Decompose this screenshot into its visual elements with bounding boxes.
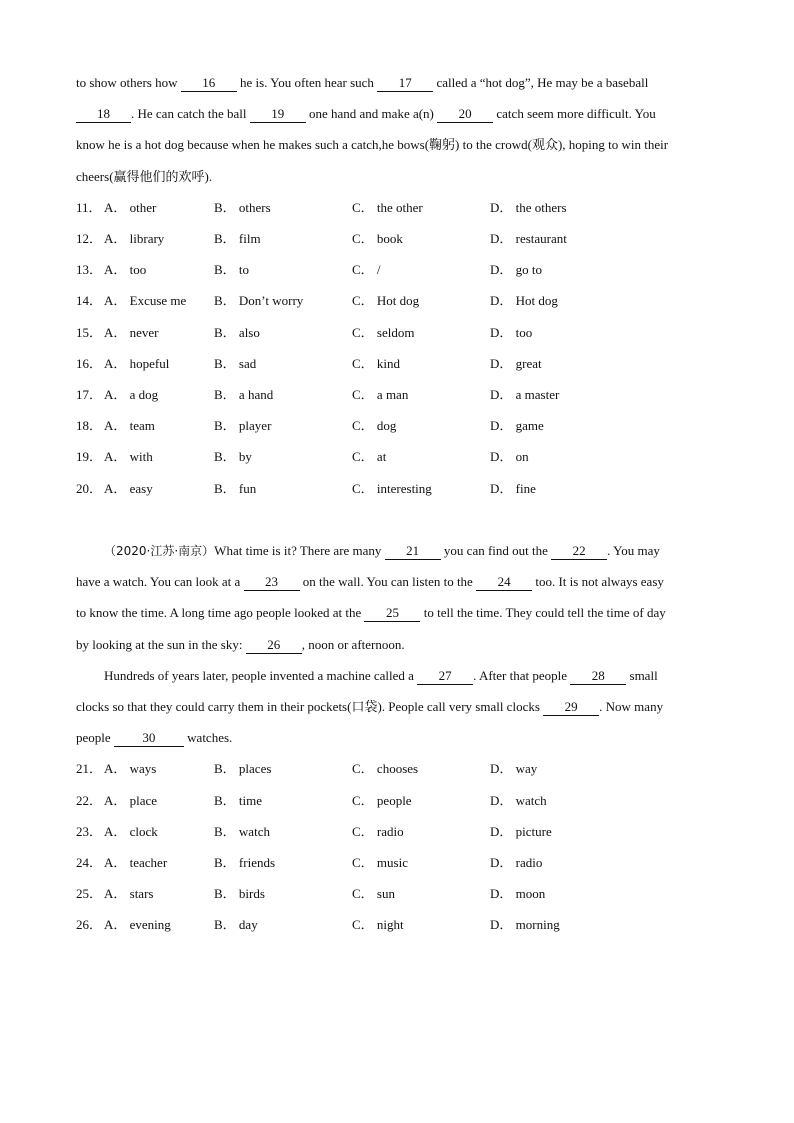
option-b[interactable]: B． places [214,761,272,777]
blank-27[interactable]: 27 [417,669,473,685]
option-c[interactable]: C． / [352,262,381,278]
option-d[interactable]: D． a master [490,387,560,402]
question-row-22 [76,785,721,816]
option-d[interactable]: D． way [490,761,538,777]
option-a[interactable]: A． with [104,449,153,465]
blank-16[interactable]: 16 [181,76,237,92]
option-c[interactable]: C． sun [352,886,395,902]
option-a[interactable]: A． easy [104,480,153,496]
question-row-24 [76,847,721,878]
option-d[interactable]: D． go to [490,262,543,278]
option-d[interactable]: D． picture [490,823,552,839]
question-row-12 [76,223,721,254]
option-d[interactable]: D． too [490,324,533,340]
passage-line: Hundreds of years later, people invented a machine called a 27 . After that people 28 small [104,667,658,683]
option-a[interactable]: A． ways [104,761,157,777]
option-a[interactable]: A． evening [104,917,171,933]
option-c[interactable]: C． radio [352,823,404,839]
blank-17[interactable]: 17 [377,76,433,92]
question-row-21 [76,753,721,784]
option-b[interactable]: B． time [214,792,263,808]
option-b[interactable]: B． birds [214,886,265,902]
question-row-17 [76,379,721,410]
question-row-14 [76,285,721,316]
option-b[interactable]: B． sad [214,355,257,371]
option-d[interactable]: D． fine [490,480,536,496]
option-b[interactable]: B． player [214,418,272,434]
option-b[interactable]: B． watch [214,823,270,839]
blank-23[interactable]: 23 [244,575,300,591]
option-b[interactable]: B． also [214,324,260,340]
option-a[interactable]: A． Excuse me [104,293,187,309]
option-a[interactable]: A． never [104,324,159,340]
passage-line: to show others how 16 he is. You often hear such 17 called a “hot dog”, He may be a baseball [76,75,649,90]
question-number: 14． [76,293,103,309]
blank-19[interactable]: 19 [250,107,306,123]
option-c[interactable]: C． at [352,449,387,465]
passage-line: by looking at the sun in the sky: 26 , noon or afternoon. [76,636,405,652]
blank-25[interactable]: 25 [364,606,420,622]
option-b[interactable]: B． film [214,231,261,246]
question-number: 19． [76,449,103,465]
blank-20[interactable]: 20 [437,107,493,123]
option-c[interactable]: C． music [352,855,408,870]
blank-26[interactable]: 26 [246,638,302,654]
option-d[interactable]: D． restaurant [490,231,567,246]
option-c[interactable]: C． book [352,231,403,246]
option-a[interactable]: A． too [104,262,147,278]
blank-18[interactable]: 18 [76,107,131,123]
question-number: 18． [76,418,103,434]
blank-22[interactable]: 22 [551,544,607,560]
option-b[interactable]: B． to [214,262,250,278]
option-d[interactable]: D． radio [490,855,543,870]
question-row-11 [76,192,721,223]
option-c[interactable]: C． kind [352,355,401,371]
option-b[interactable]: B． a hand [214,387,274,402]
option-c[interactable]: C． seldom [352,324,415,340]
question-number: 26． [76,917,103,933]
option-a[interactable]: A． a dog [104,387,159,402]
option-a[interactable]: A． place [104,792,158,808]
option-d[interactable]: D． game [490,418,544,434]
option-b[interactable]: B． fun [214,480,257,496]
option-c[interactable]: C． the other [352,199,423,215]
option-c[interactable]: C． people [352,792,412,808]
question-number: 12． [76,231,103,246]
option-d[interactable]: D． moon [490,886,546,902]
option-b[interactable]: B． Don’t worry [214,293,304,309]
option-d[interactable]: D． great [490,355,542,371]
option-d[interactable]: D． watch [490,792,547,808]
question-number: 20． [76,480,103,496]
passage-line: （2020·江苏·南京）What time is it? There are many 21 you can find out the 22 . You may [104,543,660,558]
option-a[interactable]: A． library [104,231,165,246]
question-row-26 [76,909,721,940]
option-c[interactable]: C． interesting [352,480,432,496]
option-b[interactable]: B． friends [214,855,276,870]
question-row-15 [76,317,721,348]
option-a[interactable]: A． team [104,418,155,434]
option-c[interactable]: C． chooses [352,761,419,777]
option-d[interactable]: D． the others [490,199,567,215]
option-b[interactable]: B． day [214,917,258,933]
question-number: 25． [76,886,103,902]
option-a[interactable]: A． stars [104,886,154,902]
question-number: 23． [76,823,103,839]
question-number: 11． [76,199,102,215]
question-number: 21． [76,761,103,777]
passage-line: cheers(赢得他们的欢呼). [76,168,213,184]
question-number: 17． [76,387,103,402]
question-row-23 [76,816,721,847]
blank-28[interactable]: 28 [570,669,626,685]
blank-29[interactable]: 29 [543,700,599,716]
passage-1 [76,67,721,192]
passage-2 [76,535,721,753]
question-row-16 [76,348,721,379]
question-number: 24． [76,855,103,870]
option-c[interactable]: C． night [352,917,404,933]
question-number: 16． [76,355,103,371]
question-row-18 [76,410,721,441]
question-row-13 [76,254,721,285]
passage-line: have a watch. You can look at a 23 on the wall. You can listen to the 24 too. It is not always easy [76,574,664,590]
option-c[interactable]: C． Hot dog [352,293,420,309]
source-label: （2020·江苏·南京） [104,544,215,558]
option-a[interactable]: A． teacher [104,855,168,870]
question-number: 13． [76,262,103,278]
blank-24[interactable]: 24 [476,575,532,591]
passage-line: people 30 watches. [76,730,233,746]
blank-30[interactable]: 30 [114,731,184,747]
option-d[interactable]: D． Hot dog [490,293,558,309]
option-c[interactable]: C． dog [352,418,397,434]
option-d[interactable]: D． on [490,449,529,465]
option-b[interactable]: B． by [214,449,252,465]
option-c[interactable]: C． a man [352,387,409,402]
question-row-19 [76,441,721,472]
passage-line: clocks so that they could carry them in their pockets(口袋). People call very small clocks 29 . Now many [76,698,664,714]
passage-line: to know the time. A long time ago people looked at the 25 to tell the time. They could tell the time of day [76,605,666,621]
passage-line: 18 . He can catch the ball 19 one hand and make a(n) 20 catch seem more difficult. You [76,98,721,129]
question-row-25 [76,878,721,909]
question-number: 15． [76,324,103,340]
option-a[interactable]: A． other [104,199,157,215]
option-b[interactable]: B． others [214,199,271,215]
blank-21[interactable]: 21 [385,544,441,560]
passage-line: know he is a hot dog because when he makes such a catch,he bows(鞠躬) to the crowd(观众), hoping to win their [76,137,669,153]
question-number: 22． [76,792,103,808]
option-a[interactable]: A． clock [104,823,158,839]
option-a[interactable]: A． hopeful [104,355,170,371]
option-d[interactable]: D． morning [490,917,560,933]
question-row-20 [76,473,721,504]
